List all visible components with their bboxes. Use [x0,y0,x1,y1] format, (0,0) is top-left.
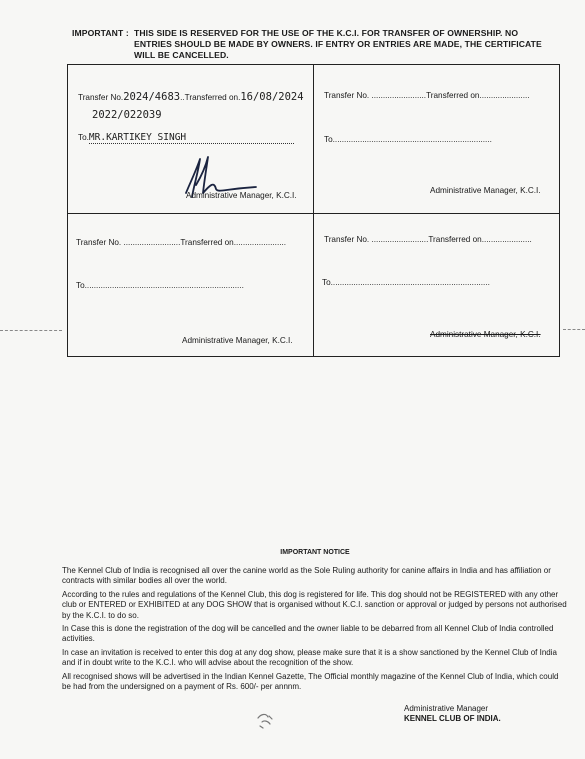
header-line-2: ENTRIES SHOULD BE MADE BY OWNERS. IF ENTRY OR ENTRIES ARE MADE, THE CERTIFICATE [134,39,542,49]
transfer-grid [67,64,560,357]
tr-transferred-label: Transferred on...................... [426,91,530,100]
tl-to-label: To. [78,133,89,142]
bl-transferred-label: Transferred on....................... [180,238,287,247]
important-header [72,28,562,61]
notice-paragraph-3: In Case this is done the registration of the dog will be cancelled and the owner liable to be debarred from all Kennel Club of India controlled activities. [62,624,554,644]
tl-to-row [78,132,294,144]
bl-manager-label: Administrative Manager, K.C.I. [182,336,293,345]
tl-transfer-row: Transfer No.2024/4683..Transferred on.16/08/2024 [78,91,304,103]
tl-manager-label: Administrative Manager, K.C.I. [186,191,297,200]
br-transfer-row [324,235,532,244]
tr-manager-label: Administrative Manager, K.C.I. [430,186,541,195]
br-manager-label: Administrative Manager, K.C.I. [430,330,541,339]
stamp-mark-icon [254,710,278,732]
important-notice [62,548,568,696]
header-lead: IMPORTANT : [72,28,129,38]
notice-paragraph-2: According to the rules and regulations of the Kennel Club, this dog is registered for life. This dog should not be REGISTERED with any other club or ENTERED or EXHIBITED at any DOG SHOW that is organised without K.C.I. sanction or approval or judged by persons not authorised by the K.C.I. to do so. [62,590,567,620]
notice-paragraph-1: The Kennel Club of India is recognised all over the canine world as the Sole Ruling authority for canine affairs in India and has affiliation or contracts with similar bodies all over the world. [62,566,551,586]
tl-transfer-value: 2024/4683 [123,91,181,103]
tr-transfer-row [324,91,530,100]
tl-registration-number: 2022/022039 [92,109,162,121]
signoff-organization: KENNEL CLUB OF INDIA. [404,714,501,723]
signoff-block [404,704,501,724]
fold-mark-right [563,329,585,332]
grid-horizontal-divider [68,213,559,214]
tl-transferred-value: 16/08/2024 [240,91,304,103]
br-transferred-label: Transferred on...................... [428,235,532,244]
header-line-1: THIS SIDE IS RESERVED FOR THE USE OF THE K.C.I. FOR TRANSFER OF OWNERSHIP. NO [134,28,519,38]
bl-to-label: To...................................................................... [76,281,244,290]
br-transfer-label: Transfer No. ......................... [324,235,429,244]
tr-transfer-label: Transfer No. ........................ [324,91,427,100]
tl-to-value: MR.KARTIKEY SINGH [89,132,294,144]
bl-transfer-label: Transfer No. ......................... [76,238,181,247]
tl-transferred-label: Transferred on. [184,93,241,102]
br-to-label: To...................................................................... [322,278,490,287]
tr-to-label: To...................................................................... [324,135,492,144]
notice-paragraph-5: All recognised shows will be advertised in the Indian Kennel Gazette, The Official monthly magazine of the Kennel Club of India, which could be had from the undersigned on a payment of Rs. 600/- per annnm. [62,672,559,692]
header-line-3: WILL BE CANCELLED. [134,50,229,60]
notice-paragraph-4: In case an invitation is received to enter this dog at any dog show, please make sure that it is a show sanctioned by the Kennel Club of India and if in doubt write to the K.C.I. who will advise about the recognition of the show. [62,648,557,668]
signoff-title: Administrative Manager [404,704,489,713]
bl-transfer-row [76,238,286,247]
tl-transfer-label: Transfer No. [78,93,124,102]
grid-vertical-divider [313,65,314,356]
fold-mark-left [0,330,62,333]
notice-title: IMPORTANT NOTICE [280,549,350,556]
